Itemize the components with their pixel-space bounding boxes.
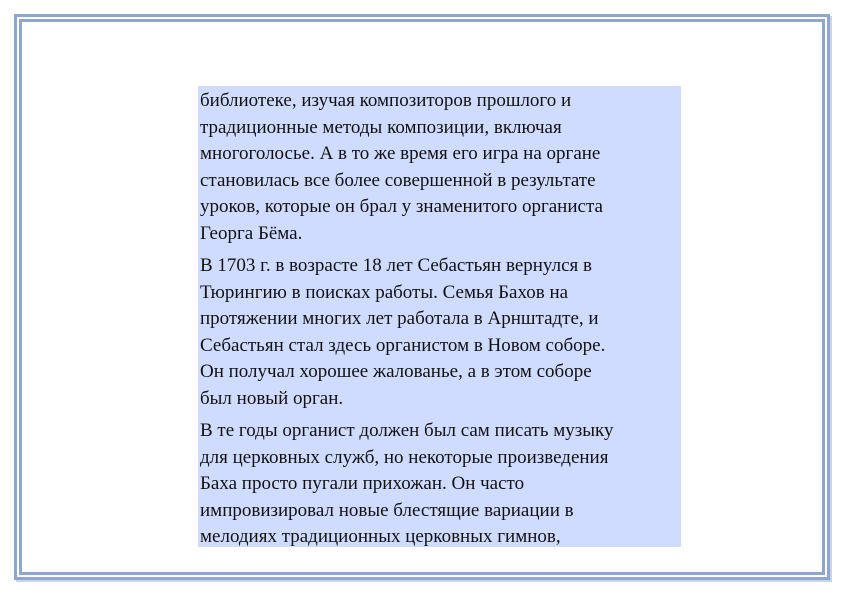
paragraph-1: библиотеке, изучая композиторов прошлого и традиционные методы композиции, включая многоголосье. А в то же время его игра на органе становилась все более совершенной в результате уроков, которые он брал у знаменитого органиста Георга Бёма. bbox=[200, 90, 603, 244]
text-block bbox=[198, 86, 681, 547]
paragraph-3: В те годы органист должен был сам писать музыку для церковных служб, но некоторые произведения Баха просто пугали прихожан. Он часто импровизировал новые блестящие вариации в мелодиях традиционных церковных гимнов, bbox=[200, 420, 614, 547]
paragraph-2: В 1703 г. в возрасте 18 лет Себастьян вернулся в Тюрингию в поисках работы. Семья Бахов на протяжении многих лет работала в Арнштадте, и Себастьян стал здесь органистом в Новом соборе. Он получал хорошее жалованье, а в этом соборе был новый орган. bbox=[200, 255, 606, 409]
